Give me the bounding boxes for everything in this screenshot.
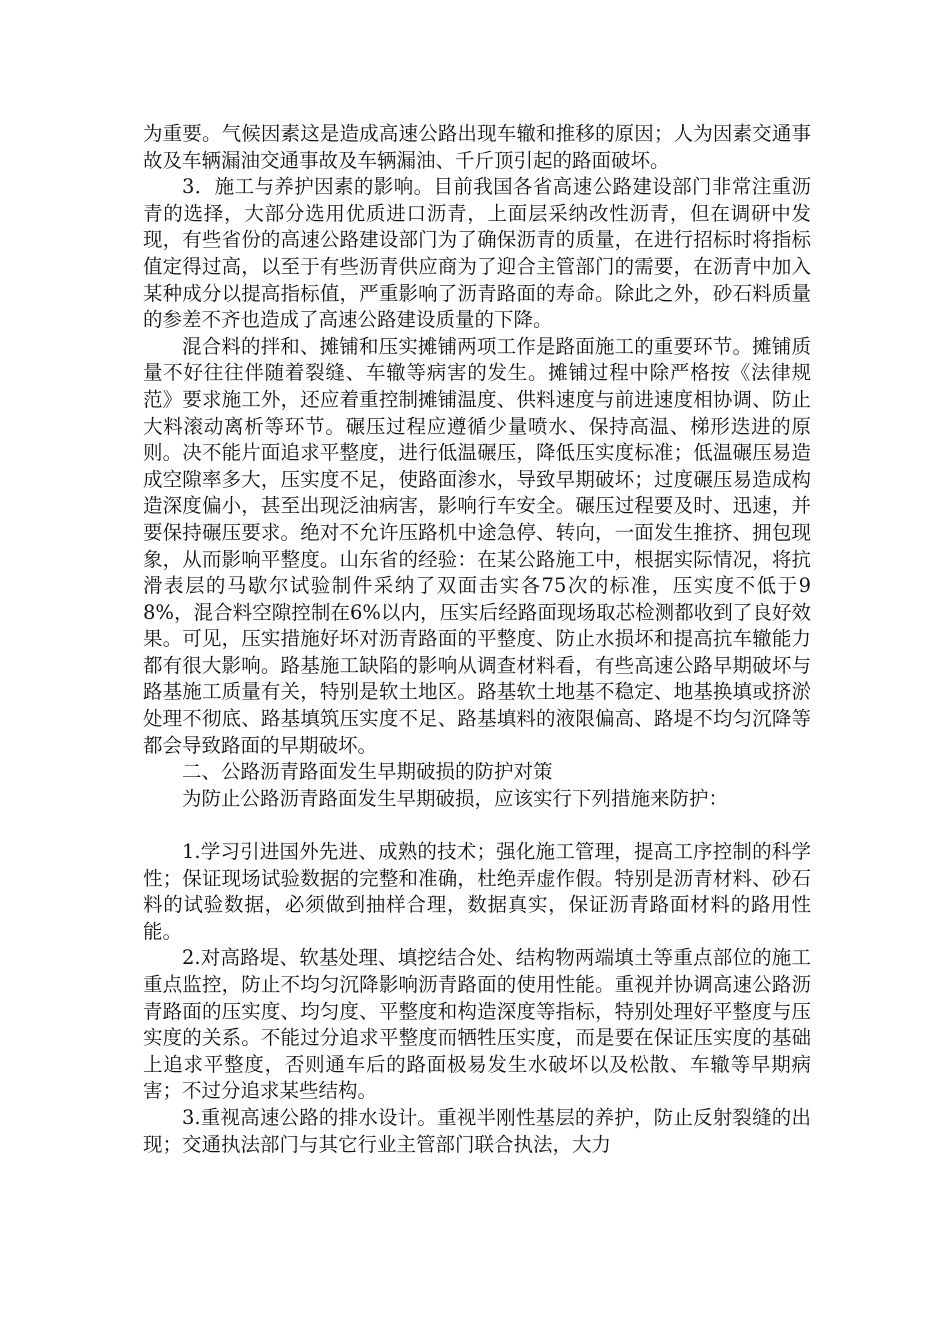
list-item-3: 3.重视高速公路的排水设计。重视半刚性基层的养护，防止反射裂缝的出现；交通执法部门与其它行业主管部门联合执法，大力 [143, 1105, 811, 1156]
list-item-1: 1.学习引进国外先进、成熟的技术；强化施工管理，提高工序控制的科学性；保证现场试验数据的完整和准确，杜绝弄虚作假。特别是沥青材料、砂石料的试验数据，必须做到抽样合理，数据真实，保证沥青路面材料的路用性能。 [143, 840, 811, 943]
section-heading-countermeasures: 二、公路沥青路面发生早期破损的防护对策 [182, 760, 553, 784]
paragraph-construction-maintenance: 3．施工与养护因素的影响。目前我国各省高速公路建设部门非常注重沥青的选择，大部分选用优质进口沥青，上面层采纳改性沥青，但在调研中发现，有些省份的高速公路建设部门为了确保沥青的质量，在进行招标时将指标值定得过高，以至于有些沥青供应商为了迎合主管部门的需要，在沥青中加入某种成分以提高指标值，严重影响了沥青路面的寿命。除此之外，砂石料质量的参差不齐也造成了高速公路建设质量的下降。 [143, 175, 811, 332]
blank-line [143, 812, 811, 839]
document-body [143, 121, 811, 1158]
paragraph-mixing-paving-compaction: 混合料的拌和、摊铺和压实摊铺两项工作是路面施工的重要环节。摊铺质量不好往往伴随着裂缝、车辙等病害的发生。摊铺过程中除严格按《法律规范》要求施工外，还应着重控制摊铺温度、供料速度与前进速度相协调、防止大料滚动离析等环节。碾压过程应遵循少量喷水、保持高温、梯形迭进的原则。决不能片面追求平整度，进行低温碾压，降低压实度标准；低温碾压易造成空隙率多大，压实度不足，使路面渗水，导致早期破坏；过度碾压易造成构造深度偏小，甚至出现泛油病害，影响行车安全。碾压过程要及时、迅速，并要保持碾压要求。绝对不允许压路机中途急停、转向，一面发生推挤、拥包现象，从而影响平整度。山东省的经验：在某公路施工中，根据实际情况，将抗滑表层的马歇尔试验制件采纳了双面击实各75次的标准，压实度不低于98%，混合料空隙控制在6%以内，压实后经路面现场取芯检测都收到了良好效果。可见，压实措施好坏对沥青路面的平整度、防止水损坏和提高抗车辙能力都有很大影响。路基施工缺陷的影响从调查材料看，有些高速公路早期破坏与路基施工质量有关，特别是软土地区。路基软土地基不稳定、地基换填或挤淤处理不彻底、路基填筑压实度不足、路基填料的液限偏高、路堤不均匀沉降等都会导致路面的早期破坏。 [143, 334, 811, 757]
paragraph-continuation: 为重要。气候因素这是造成高速公路出现车辙和推移的原因；人为因素交通事故及车辆漏油交通事故及车辆漏油、千斤顶引起的路面破坏。 [143, 122, 811, 172]
paragraph-countermeasures-intro: 为防止公路沥青路面发生早期破损，应该实行下列措施来防护： [182, 786, 729, 810]
list-item-2: 2.对高路堤、软基处理、填挖结合处、结构物两端填土等重点部位的施工重点监控，防止不均匀沉降影响沥青路面的使用性能。重视并协调高速公路沥青路面的压实度、均匀度、平整度和构造深度等指标，特别处理好平整度与压实度的关系。不能过分追求平整度而牺牲压实度，而是要在保证压实度的基础上追求平整度，否则通车后的路面极易发生水破坏以及松散、车辙等早期病害；不过分追求某些结构。 [143, 946, 811, 1103]
